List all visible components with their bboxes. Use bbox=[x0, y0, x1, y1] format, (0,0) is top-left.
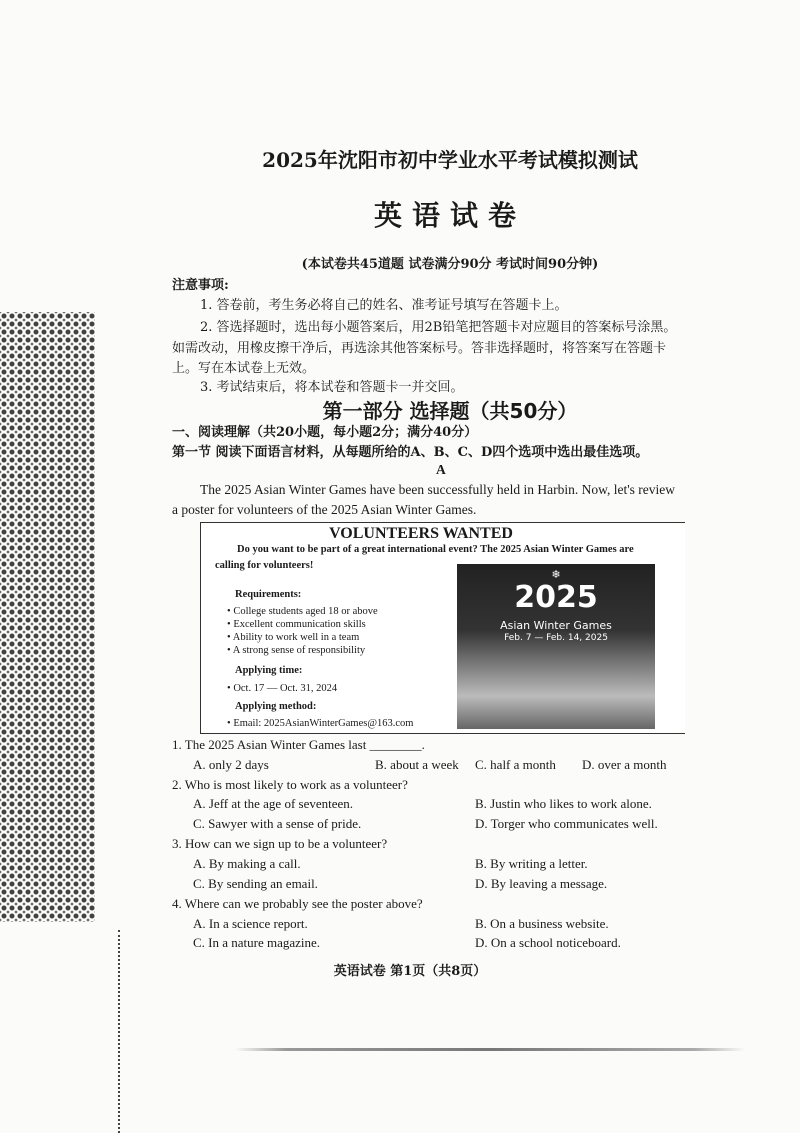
option: D. over a month bbox=[582, 757, 667, 772]
passage-intro: The 2025 Asian Winter Games have been successfully held in Harbin. Now, let's review bbox=[200, 482, 676, 497]
exam-title: 2025年沈阳市初中学业水平考试模拟测试 bbox=[262, 148, 638, 172]
requirement-item: • College students aged 18 or above bbox=[227, 606, 378, 617]
option: C. Sawyer with a sense of pride. bbox=[193, 816, 362, 831]
poster-lead: Do you want to be part of a great international event? The 2025 Asian Winter Games are bbox=[237, 544, 634, 555]
option: B. Justin who likes to work alone. bbox=[475, 796, 652, 811]
option: B. about a week bbox=[375, 757, 459, 772]
question-stem: 3. How can we sign up to be a volunteer? bbox=[172, 836, 388, 851]
poster-lead: calling for volunteers! bbox=[215, 560, 314, 571]
option: B. By writing a letter. bbox=[475, 856, 588, 871]
part-title: 第一部分 选择题（共50分） bbox=[322, 399, 578, 423]
option: C. In a nature magazine. bbox=[193, 935, 321, 950]
notes-heading: 注意事项: bbox=[172, 278, 229, 293]
scan-smudge bbox=[235, 1048, 745, 1051]
note-item: 上。写在本试卷上无效。 bbox=[172, 361, 316, 376]
option: A. In a science report. bbox=[193, 916, 308, 931]
question-stem: 1. The 2025 Asian Winter Games last ________. bbox=[172, 737, 425, 752]
image-event-name: Asian Winter Games bbox=[500, 619, 612, 632]
section-instruction: 第一节 阅读下面语言材料，从每题所给的A、B、C、D四个选项中选出最佳选项。 bbox=[172, 445, 649, 460]
option: B. On a business website. bbox=[475, 916, 609, 931]
note-item: 3. 考试结束后，将本试卷和答题卡一并交回。 bbox=[200, 380, 464, 395]
applying-method: • Email: 2025AsianWinterGames@163.com bbox=[227, 718, 414, 729]
question-stem: 4. Where can we probably see the poster above? bbox=[172, 896, 423, 911]
option: A. only 2 days bbox=[193, 757, 269, 772]
image-year: 2025 bbox=[514, 580, 598, 615]
section-title: 一、阅读理解（共20小题，每小题2分；满分40分） bbox=[172, 425, 478, 440]
applying-time: • Oct. 17 — Oct. 31, 2024 bbox=[227, 683, 338, 694]
method-heading: Applying method: bbox=[235, 701, 317, 712]
option: D. By leaving a message. bbox=[475, 876, 608, 891]
asian-winter-games-image bbox=[457, 564, 655, 729]
snowflake-icon: ❄ bbox=[551, 568, 561, 581]
option: C. By sending an email. bbox=[193, 876, 318, 891]
page-footer: 英语试卷 第1页（共8页） bbox=[333, 964, 487, 979]
question-stem: 2. Who is most likely to work as a volunteer? bbox=[172, 777, 408, 792]
note-item: 如需改动，用橡皮擦干净后，再选涂其他答案标号。答非选择题时，将答案写在答题卡 bbox=[172, 341, 667, 356]
requirement-item: • Ability to work well in a team bbox=[227, 632, 360, 643]
passage-intro: a poster for volunteers of the 2025 Asian Winter Games. bbox=[172, 502, 477, 517]
option: C. half a month bbox=[475, 757, 556, 772]
option: A. Jeff at the age of seventeen. bbox=[193, 796, 354, 811]
time-heading: Applying time: bbox=[235, 665, 303, 676]
option: D. On a school noticeboard. bbox=[475, 935, 621, 950]
exam-info: (本试卷共45道题 试卷满分90分 考试时间90分钟) bbox=[301, 257, 599, 272]
requirement-item: • A strong sense of responsibility bbox=[227, 645, 366, 656]
poster-title: VOLUNTEERS WANTED bbox=[329, 525, 513, 542]
option: D. Torger who communicates well. bbox=[475, 816, 658, 831]
requirement-item: • Excellent communication skills bbox=[227, 619, 366, 630]
passage-label: A bbox=[436, 462, 446, 477]
requirements-heading: Requirements: bbox=[235, 589, 302, 600]
note-item: 2. 答选择题时，选出每小题答案后，用2B铅笔把答题卡对应题目的答案标号涂黑。 bbox=[200, 320, 677, 335]
option: A. By making a call. bbox=[193, 856, 301, 871]
volunteer-poster bbox=[200, 522, 685, 734]
image-dates: Feb. 7 — Feb. 14, 2025 bbox=[504, 633, 608, 643]
subject-title: 英语试卷 bbox=[373, 199, 526, 232]
note-item: 1. 答卷前，考生务必将自己的姓名、准考证号填写在答题卡上。 bbox=[200, 298, 568, 313]
